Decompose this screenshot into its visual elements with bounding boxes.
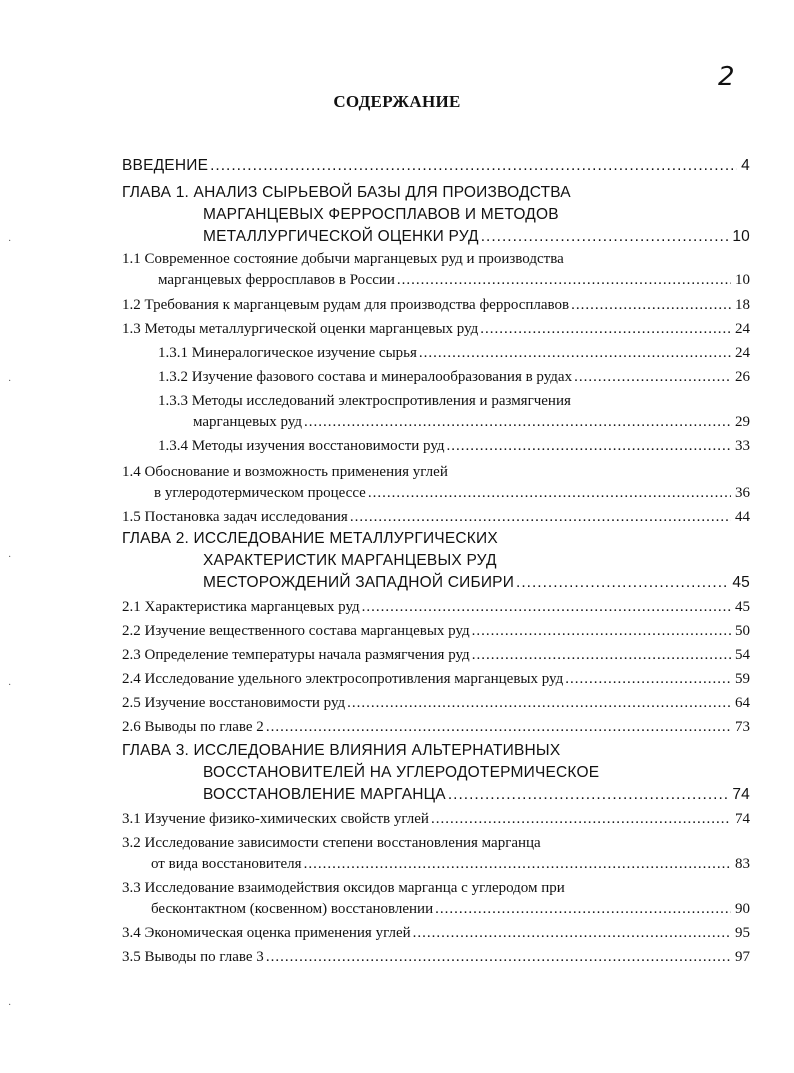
leader-dots [304,856,731,873]
toc-entry-2-1[interactable] [122,599,750,616]
scan-speck: · [8,1000,12,1011]
chapter-title-line: ХАРАКТЕРИСТИК МАРГАНЦЕВЫХ РУД [203,552,497,569]
toc-entry-page: 90 [735,901,750,917]
toc-entry-title: 1.2 Требования к марганцевым рудам для производства ферросплавов [122,297,570,313]
toc-entry-title: 2.5 Изучение восстановимости руд [122,695,346,711]
toc-entry-1-3-2[interactable] [158,369,750,386]
chapter-title-line: ГЛАВА 3. ИССЛЕДОВАНИЕ ВЛИЯНИЯ АЛЬТЕРНАТИВНЫХ [122,742,561,759]
toc-entry-title: 3.5 Выводы по главе 3 [122,949,264,965]
chapter-title-line: ГЛАВА 1. АНАЛИЗ СЫРЬЕВОЙ БАЗЫ ДЛЯ ПРОИЗВОДСТВА [122,184,571,201]
leader-dots [565,671,731,688]
toc-entry-page: 45 [735,599,750,615]
toc-entry-1-2[interactable] [122,297,750,314]
toc-entry-title: марганцевых ферросплавов в России [158,272,395,288]
toc-entry-page: 10 [735,272,750,288]
toc-entry-page: 64 [735,695,750,711]
toc-entry-title: 1.3.3 Методы исследований электроспротивления и размягчения [158,393,571,409]
toc-entry-3-5[interactable] [122,949,750,966]
toc-entry-title: 3.3 Исследование взаимодействия оксидов марганца с углеродом при [122,880,565,896]
toc-entry-page: 50 [735,623,750,639]
toc-entry-title: в углеродотермическом процессе [154,485,366,501]
leader-dots [266,719,731,736]
toc-entry-2-3[interactable] [122,647,750,664]
toc-entry-title: 1.3.1 Минералогическое изучение сырья [158,345,417,361]
toc-entry-page: 95 [735,925,750,941]
toc-entry-page: 73 [735,719,750,735]
toc-entry-2-4[interactable] [122,671,750,688]
toc-entry-page: 10 [732,228,750,245]
toc-entry-last-line [151,856,750,873]
toc-entry-2-2[interactable] [122,623,750,640]
toc-entry-page: 97 [735,949,750,965]
page-title: СОДЕРЖАНИЕ [333,92,461,111]
chapter-title-line: МЕТАЛЛУРГИЧЕСКОЙ ОЦЕНКИ РУД [203,228,479,245]
scan-speck: · [8,236,12,247]
handwritten-page-number: 2 [718,62,735,92]
toc-entry-page: 24 [735,321,750,337]
toc-entry-3-1[interactable] [122,811,750,828]
leader-dots [413,925,731,942]
toc-entry-page: 74 [732,786,750,803]
toc-entry-last-line [151,901,750,918]
toc-entry-page: 24 [735,345,750,361]
toc-entry-title: бесконтактном (косвенном) восстановлении [151,901,434,917]
leader-dots [472,647,731,664]
toc-entry-page: 59 [735,671,750,687]
leader-dots [571,297,731,314]
leader-dots [480,321,731,338]
toc-entry-title: ВВЕДЕНИЕ [122,157,209,174]
chapter-title-line: ВОССТАНОВИТЕЛЕЙ НА УГЛЕРОДОТЕРМИЧЕСКОЕ [203,764,600,781]
chapter-title-line: ГЛАВА 2. ИССЛЕДОВАНИЕ МЕТАЛЛУРГИЧЕСКИХ [122,530,498,547]
toc-entry-page: 29 [735,414,750,430]
chapter-title-line: МЕСТОРОЖДЕНИЙ ЗАПАДНОЙ СИБИРИ [203,574,515,591]
toc-entry-title: 2.1 Характеристика марганцевых руд [122,599,360,615]
toc-entry-page: 83 [735,856,750,872]
leader-dots [448,786,729,804]
scan-speck: · [8,552,12,563]
toc-entry-last-line [158,272,750,289]
toc-entry-title: марганцевых руд [193,414,302,430]
toc-entry-title: 3.4 Экономическая оценка применения углей [122,925,411,941]
toc-entry-page: 54 [735,647,750,663]
leader-dots [472,623,731,640]
toc-entry-title: 2.2 Изучение вещественного состава марганцевых руд [122,623,470,639]
toc-entry-title: 3.2 Исследование зависимости степени восстановления марганца [122,835,541,851]
leader-dots [368,485,731,502]
leader-dots [431,811,731,828]
toc-entry-page: 74 [735,811,750,827]
leader-dots [347,695,731,712]
toc-entry-3-4[interactable] [122,925,750,942]
toc-entry-1-5[interactable] [122,509,750,526]
toc-entry-page: 44 [735,509,750,525]
toc-entry-title: 2.3 Определение температуры начала размягчения руд [122,647,470,663]
toc-entry-1-3[interactable] [122,321,750,338]
toc-entry-page: 18 [735,297,750,313]
leader-dots [210,157,737,175]
toc-entry-last-line [154,485,750,502]
toc-entry-title: 2.6 Выводы по главе 2 [122,719,264,735]
leader-dots [481,228,729,246]
toc-entry-page: 4 [741,157,750,174]
leader-dots [419,345,731,362]
scan-speck: · [8,376,12,387]
toc-entry-title: 1.5 Постановка задач исследования [122,509,348,525]
toc-entry-1-3-4[interactable] [158,438,750,455]
toc-entry-1-3-1[interactable] [158,345,750,362]
chapter-title-line: МАРГАНЦЕВЫХ ФЕРРОСПЛАВОВ И МЕТОДОВ [203,206,559,223]
toc-entry-title: от вида восстановителя [151,856,302,872]
toc-entry-title: 1.4 Обоснование и возможность применения углей [122,464,448,480]
leader-dots [362,599,731,616]
chapter-title-line: ВОССТАНОВЛЕНИЕ МАРГАНЦА [203,786,446,803]
toc-entry-page: 26 [735,369,750,385]
leader-dots [447,438,731,455]
toc-entry-title: 2.4 Исследование удельного электросопротивления марганцевых руд [122,671,564,687]
toc-entry-page: 33 [735,438,750,454]
chapter-title-last-line [203,786,750,804]
leader-dots [397,272,731,289]
leader-dots [266,949,731,966]
leader-dots [435,901,731,918]
toc-entry-title: 1.3.4 Методы изучения восстановимости руд [158,438,445,454]
toc-entry-page: 45 [732,574,750,591]
toc-entry-title: 1.1 Современное состояние добычи марганцевых руд и производства [122,251,564,267]
leader-dots [304,414,731,431]
toc-entry-page: 36 [735,485,750,501]
leader-dots [574,369,731,386]
toc-entry-2-5[interactable] [122,695,750,712]
toc-entry-intro[interactable] [122,157,750,175]
toc-entry-title: 3.1 Изучение физико-химических свойств углей [122,811,429,827]
leader-dots [350,509,731,526]
toc-entry-last-line [193,414,750,431]
toc-entry-2-6[interactable] [122,719,750,736]
scan-speck: · [8,680,12,691]
leader-dots [516,574,728,592]
toc-entry-title: 1.3 Методы металлургической оценки марганцевых руд [122,321,479,337]
toc-entry-title: 1.3.2 Изучение фазового состава и минералообразования в рудах [158,369,573,385]
chapter-title-last-line [203,574,750,592]
chapter-title-last-line [203,228,750,246]
